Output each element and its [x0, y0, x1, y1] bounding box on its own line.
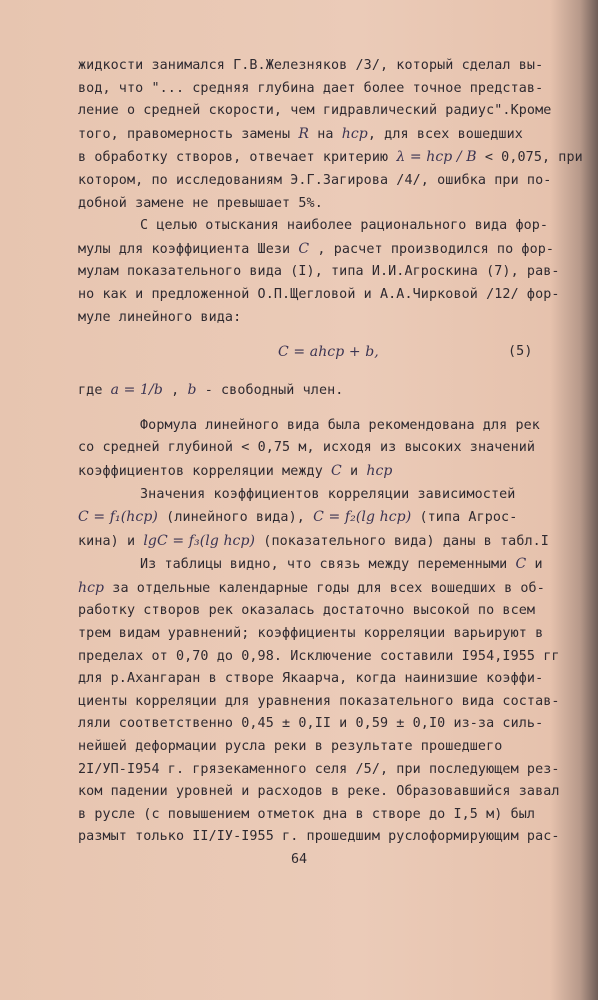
text-line: ление о средней скорости, чем гидравлический радиус".Кроме — [78, 103, 552, 119]
text-line: циенты корреляции для уравнения показательного вида состав- — [78, 693, 560, 709]
text-fragment: (показательного вида) даны в табл.I — [263, 533, 549, 549]
formula-number: (5) — [508, 344, 533, 360]
text-fragment: кина) и — [78, 533, 136, 549]
text-fragment: за отдельные календарные годы для всех вошедших в об- — [112, 580, 545, 596]
text-line: котором, по исследованиям Э.Г.Загирова /4/, ошибка при по- — [78, 172, 552, 188]
text-line: Значения коэффициентов корреляции зависимостей — [140, 486, 516, 502]
text-line: ком падении уровней и расходов в реке. Образовавшийся завал — [78, 784, 560, 800]
text-fragment: , — [171, 383, 180, 399]
text-line: для р.Ахангаран в створе Якаарча, когда наинизшие коэффи- — [78, 671, 544, 687]
handwritten-symbol-hcp: hср — [341, 125, 368, 142]
text-line: трем видам уравнений; коэффициенты корреляции варьируют в — [78, 626, 544, 642]
text-fragment: где — [78, 383, 103, 399]
text-fragment: < 0,075, при — [484, 150, 583, 166]
text-fragment: на — [317, 126, 334, 142]
handwritten-a-definition: a = 1/b — [110, 382, 163, 399]
text-line: муле линейного вида: — [78, 309, 242, 325]
text-fragment: и — [534, 557, 543, 573]
text-fragment: того, правомерность замены — [78, 126, 291, 142]
handwritten-c-agroskin: C = f₂(lg hср) — [313, 509, 412, 526]
text-line — [78, 437, 578, 460]
text-fragment: , для всех вошедших — [367, 126, 523, 142]
text-line: но как и предложенной О.П.Щегловой и А.А.Чирковой /12/ фор- — [78, 286, 560, 302]
text-line: мулам показательного вида (I), типа И.И.Агроскина (7), рав- — [78, 264, 560, 280]
text-line: работку створов рек оказалась достаточно высокой по всем — [78, 603, 536, 619]
text-line: ляли соответственно 0,45 ± 0,II и 0,59 ± 0,I0 из-за силь- — [78, 716, 544, 732]
handwritten-symbol-c: C — [515, 556, 527, 573]
text-line: Формула линейного вида была рекомендована для рек — [140, 417, 540, 433]
body-text — [78, 55, 583, 849]
text-line: жидкости занимался Г.В.Железняков /3/, который сделал вы- — [78, 58, 544, 73]
text-line: вод, что "... средняя глубина дает более точное представ- — [78, 80, 544, 96]
formula-expression: C = ahср + b, — [278, 344, 379, 361]
text-line — [78, 530, 578, 554]
text-line — [78, 146, 583, 170]
handwritten-symbol-hcp: hср — [78, 579, 105, 596]
text-fragment: коэффициентов корреляции между — [78, 463, 323, 479]
handwritten-symbol-hcp: hср — [366, 462, 393, 479]
handwritten-symbol-c: C — [331, 462, 342, 479]
page-number: 64 — [290, 852, 308, 867]
text-fragment: и — [350, 463, 359, 479]
text-line: нейшей деформации русла реки в результате прошедшего — [78, 739, 503, 755]
text-fragment: - свободный член. — [204, 383, 344, 399]
text-line — [78, 577, 578, 601]
text-line: 2I/УП-I954 г. грязекаменного селя /5/, при последующем рез- — [78, 761, 560, 777]
text-line — [78, 379, 578, 403]
handwritten-criterion: λ = hср / B — [396, 149, 477, 166]
text-fragment: (типа Агрос- — [419, 510, 518, 526]
handwritten-c-linear: C = f₁(hср) — [78, 509, 158, 526]
text-fragment: со средней глубиной — [78, 440, 234, 456]
handwritten-symbol-r: R — [298, 125, 310, 142]
text-line: пределах от 0,70 до 0,98. Исключение составили I954,I955 гг — [78, 648, 560, 664]
text-fragment: Из таблицы видно, что связь между переменными — [140, 557, 508, 573]
formula-block — [78, 329, 578, 379]
text-line: размыт только II/IУ-I955 г. прошедшим руслоформирующим рас- — [78, 829, 560, 845]
text-line: С целью отыскания наиболее рационального вида фор- — [140, 218, 549, 234]
handwritten-symbol-c: C — [298, 240, 310, 257]
text-fragment: в обработку створов, отвечает критерию — [78, 150, 389, 166]
text-line — [78, 506, 578, 530]
text-line — [78, 553, 578, 577]
text-line: добной замене не превышает 5%. — [78, 195, 323, 211]
text-fragment: < 0,75 м, исходя из высоких значений — [241, 440, 536, 456]
text-fragment: , расчет производился по фор- — [317, 241, 555, 257]
text-fragment: мулы для коэффициента Шези — [78, 241, 291, 257]
handwritten-c-power: lgC = f₃(lg hср) — [143, 532, 256, 549]
text-line: в русле (с повышением отметок дна в створе до I,5 м) был — [78, 806, 536, 822]
text-line — [78, 123, 578, 147]
text-line — [78, 238, 578, 262]
handwritten-symbol-b: b — [187, 382, 197, 399]
text-line — [78, 460, 578, 484]
text-fragment: (линейного вида), — [166, 510, 305, 526]
